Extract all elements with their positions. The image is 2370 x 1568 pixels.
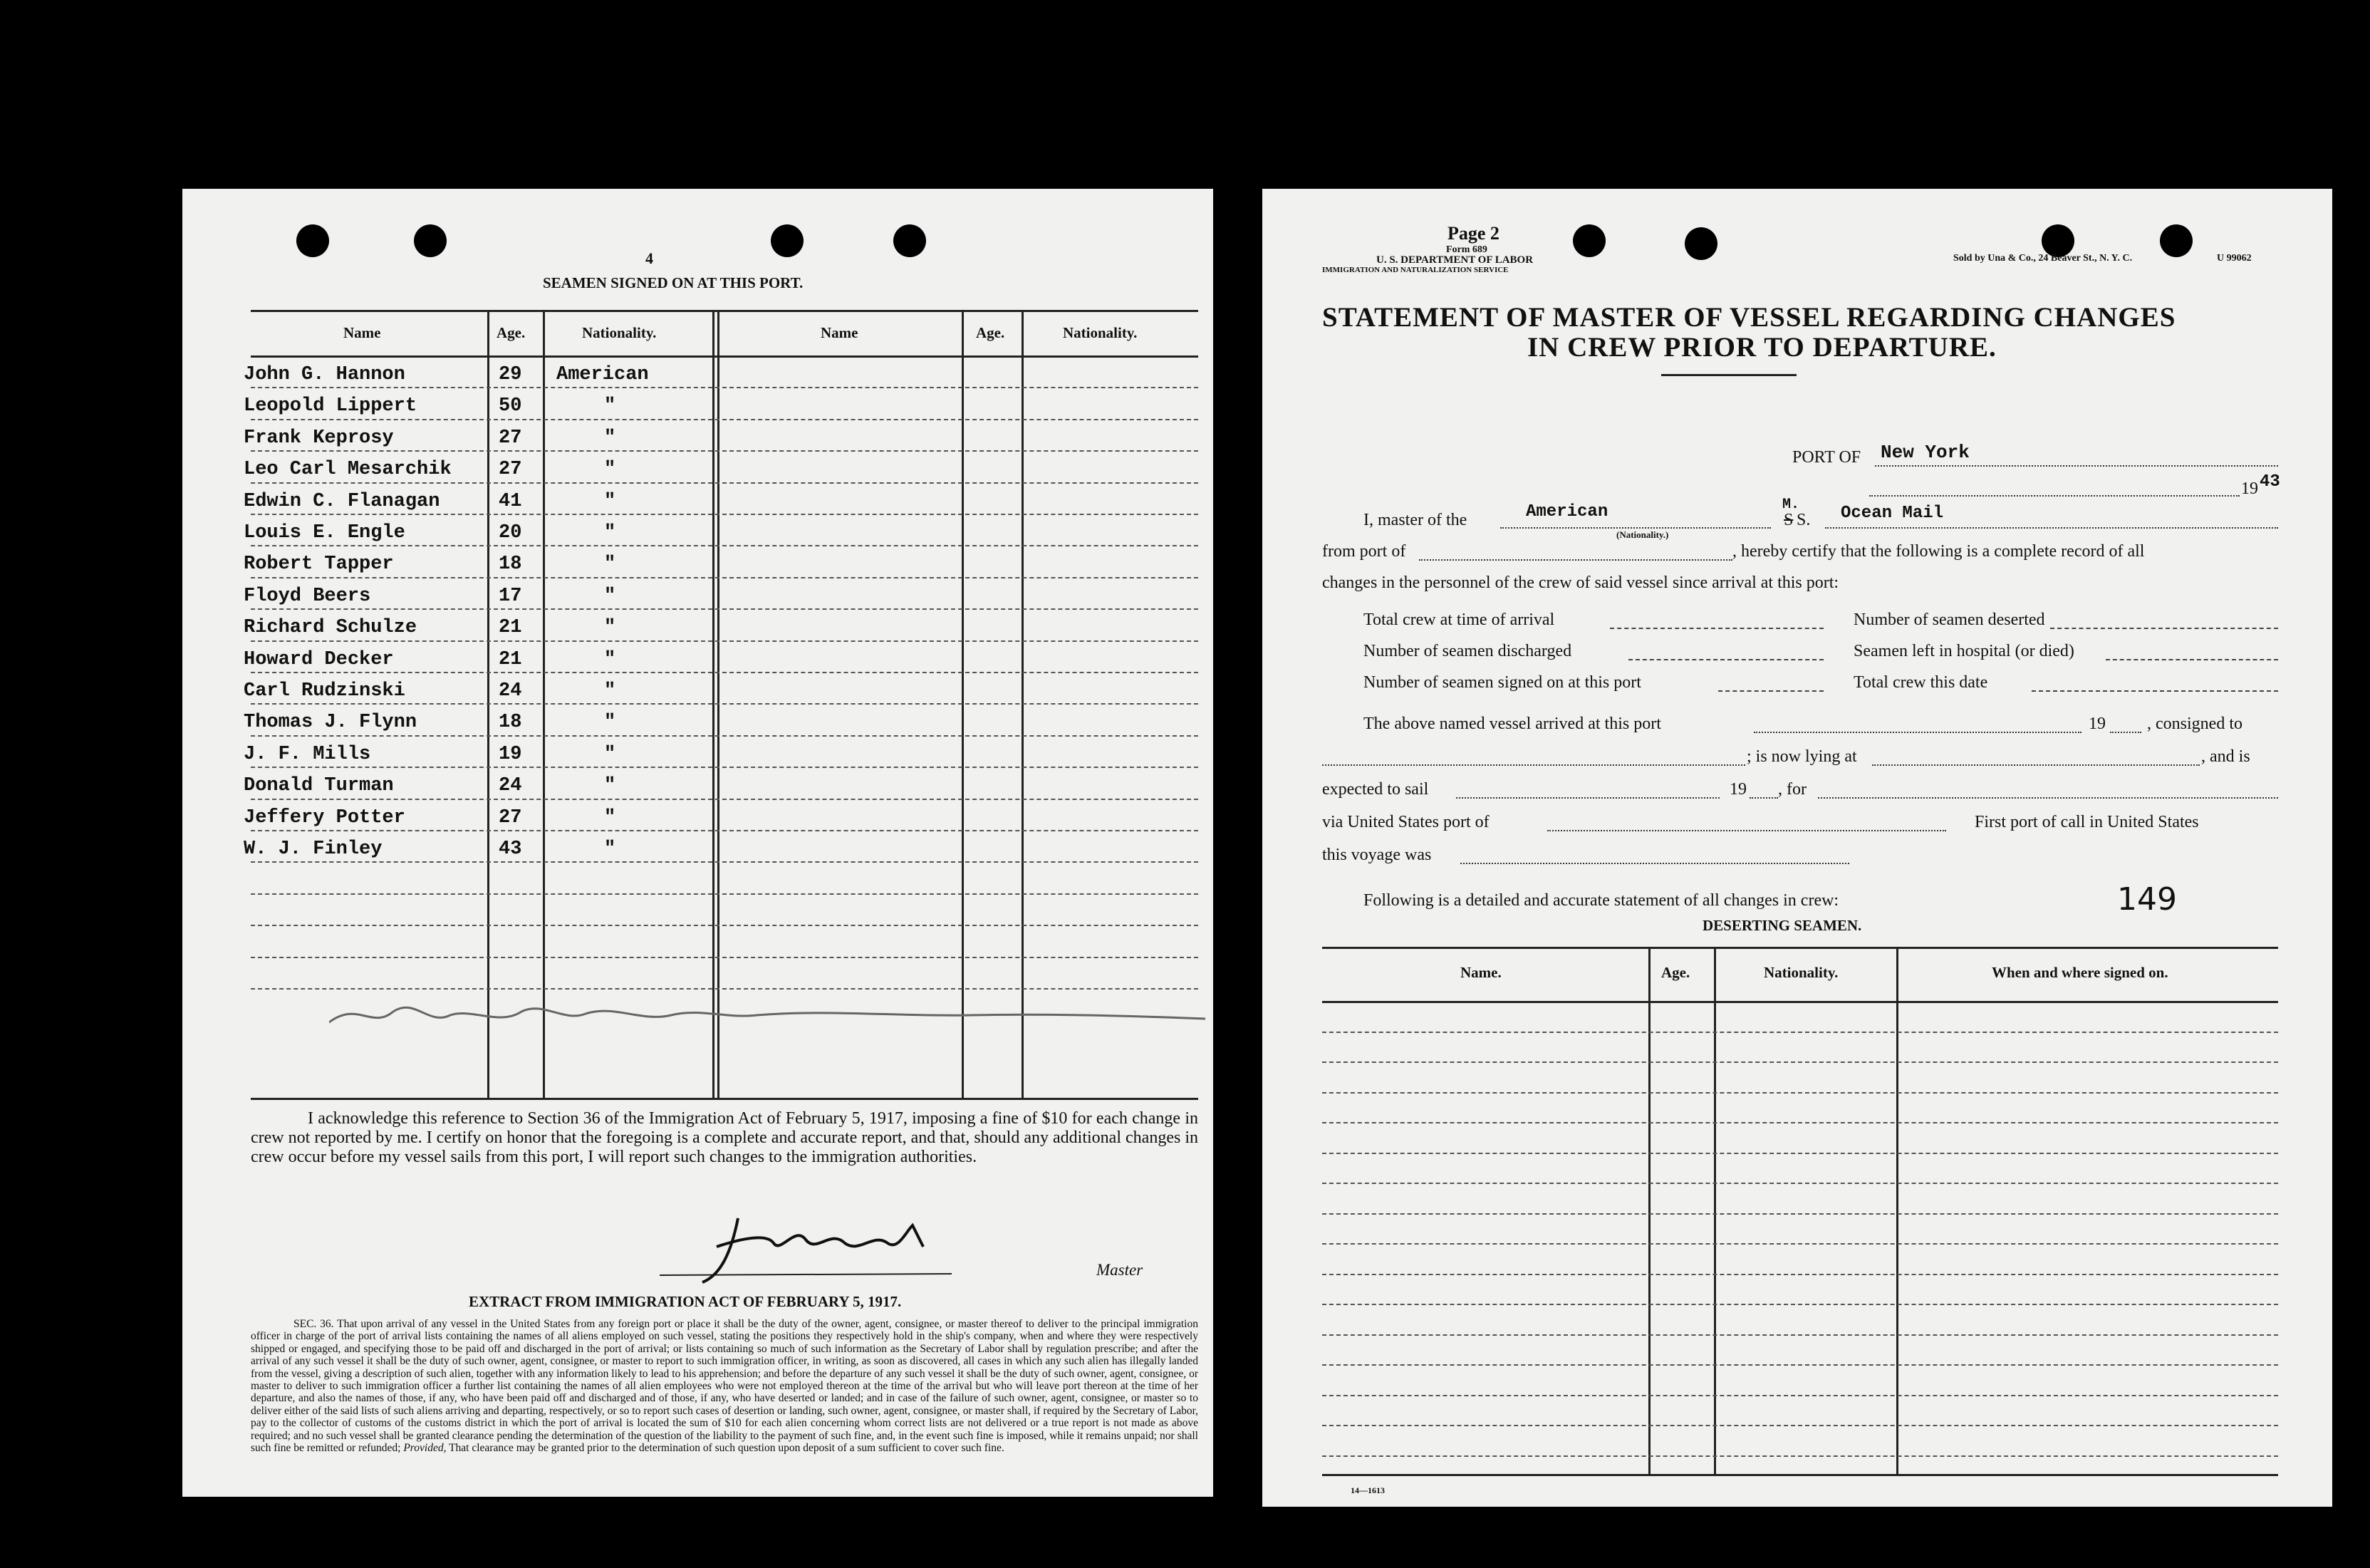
port-line xyxy=(1875,465,2278,467)
punch-hole xyxy=(893,224,926,257)
crew-name: Jeffery Potter xyxy=(244,806,405,829)
total-crew-date-label: Total crew this date xyxy=(1854,673,1988,692)
arrived-year: 19 xyxy=(2089,715,2106,733)
punch-hole xyxy=(771,224,804,257)
crew-nationality: " xyxy=(604,459,616,481)
crew-age: 50 xyxy=(499,395,522,417)
arrived-text: The above named vessel arrived at this port xyxy=(1363,715,1661,733)
table-row xyxy=(182,581,1198,610)
table-row xyxy=(182,834,1198,863)
provided-word: Provided, xyxy=(403,1442,447,1455)
desert-col-name: Name. xyxy=(1460,964,1502,981)
row-rule xyxy=(251,419,1198,420)
row-rule xyxy=(251,735,1198,737)
for-line xyxy=(1818,797,2278,799)
acknowledgement-text: I acknowledge this reference to Section 36 of the Immigration Act of February 5, 1917, imposing a fine of $10 for each change in crew not reported by me. I certify on honor that the foregoing is a complete and accurate report, and that, should any additional changes in crew occur before my vessel sails from this port, I will report such changes to the immigration authorities. xyxy=(251,1109,1198,1166)
law-body: That upon arrival of any vessel in the United States from any foreign port or place it shall be the duty of the owner, agent, consignee, or master thereof to deliver to the principal immigration officer in charge of the port of arrival lists containing the names of all aliens employed on such vessel, stating the positions they respectively hold in the ship's company, when and where they were respectively shipped or engaged, and specifying those to be paid off and discharged in the port of arrival; or lists containing so much of such information as the Secretary of Labor shall by regulation prescribe; and after the arrival of any such vessel it shall be the duty of such owner, agent, consignee, or master to report to such immigration officer, in writing, as soon as discovered, all cases in which any such alien has illegally landed from the vessel, giving a description of such alien, together with any information likely to lead to his apprehension; and before the departure of any such vessel it shall be the duty of such owner, agent, consignee, or master to deliver to such immigration officer a further list containing the names of all alien employees who were not employed thereon at the time of the arrival but who will leave port thereon at the time of her departure, and also the names of those, if any, who have been paid off and discharged and of those, if any, who have deserted or landed; and in case of the failure of such owner, agent, consignee, or master so to deliver either of the said lists of such aliens arriving and departing, respectively, or so to report such cases of desertion or landing, such owner, agent, consignee, or master shall, if required by the Secretary of Labor, pay to the collector of customs of the customs district in which the port of arrival is located the sum of $10 for each alien concerning whom correct lists are not delivered or a true report is not made as above required; and no such vessel shall be granted clearance pending the determination of the question of the liability to the payment of such fine, and, in the event such fine is imposed, while it remains unpaid; nor shall such fine be remitted or refunded; xyxy=(251,1318,1198,1455)
table-row xyxy=(182,613,1198,641)
crew-age: 24 xyxy=(499,775,522,797)
this-voyage: this voyage was xyxy=(1322,846,1432,864)
table-row xyxy=(182,645,1198,673)
table-row xyxy=(182,423,1198,452)
strike-scribble xyxy=(329,994,1205,1037)
crew-nationality: " xyxy=(604,806,616,829)
row-rule xyxy=(1322,1061,2278,1063)
crew-nationality: " xyxy=(604,427,616,449)
master-of-label: I, master of the xyxy=(1363,511,1467,529)
crew-age: 27 xyxy=(499,459,522,481)
row-rule xyxy=(251,830,1198,831)
row-rule xyxy=(251,482,1198,484)
table-row xyxy=(182,771,1198,799)
left-in-hospital-line xyxy=(2106,659,2278,660)
seamen-discharged-line xyxy=(1628,659,1824,660)
crew-name: W. J. Finley xyxy=(244,838,383,860)
crew-nationality: " xyxy=(604,490,616,512)
crew-nationality: " xyxy=(604,743,616,765)
table-row xyxy=(182,549,1198,578)
consigned-to: , consigned to xyxy=(2147,715,2242,733)
row-rule xyxy=(1322,1032,2278,1033)
row-rule xyxy=(1322,1455,2278,1457)
crew-nationality: " xyxy=(604,522,616,544)
crew-age: 20 xyxy=(499,522,522,544)
total-crew-date-line xyxy=(2032,690,2278,692)
row-rule xyxy=(251,577,1198,578)
crew-age: 43 xyxy=(499,838,522,860)
row-rule xyxy=(1322,1334,2278,1336)
via-label: via United States port of xyxy=(1322,813,1490,831)
arrived-year-line xyxy=(2110,732,2141,733)
crew-nationality: " xyxy=(604,712,616,734)
crew-name: Carl Rudzinski xyxy=(244,680,405,702)
table-row xyxy=(182,487,1198,515)
crew-age: 41 xyxy=(499,490,522,512)
deserting-table xyxy=(1322,947,2278,1478)
row-rule xyxy=(1322,1364,2278,1366)
seamen-discharged-label: Number of seamen discharged xyxy=(1363,642,1572,660)
sec-label: SEC. 36. xyxy=(293,1318,334,1330)
signed-on-label: Number of seamen signed on at this port xyxy=(1363,673,1641,692)
col-header-nationality-2: Nationality. xyxy=(1063,324,1138,341)
crew-nationality: " xyxy=(604,648,616,670)
row-rule xyxy=(251,957,1198,958)
seamen-deserted-line xyxy=(2050,628,2278,629)
row-rule xyxy=(251,988,1198,990)
desert-col-age: Age. xyxy=(1661,964,1690,981)
table-row xyxy=(182,739,1198,768)
row-rule xyxy=(1322,1122,2278,1123)
row-rule xyxy=(251,799,1198,800)
col-header-age: Age. xyxy=(497,324,526,341)
voyage-line xyxy=(1460,863,1849,864)
punch-hole xyxy=(296,224,329,257)
total-crew-arrival-line xyxy=(1610,628,1824,629)
col-header-nationality: Nationality. xyxy=(582,324,657,341)
sold-by: Sold by Una & Co., 24 Beaver St., N. Y. C. xyxy=(1953,253,2133,264)
row-rule xyxy=(1322,1092,2278,1094)
title-underline xyxy=(1661,374,1797,376)
crew-age: 21 xyxy=(499,648,522,670)
row-rule xyxy=(251,672,1198,673)
crew-age: 19 xyxy=(499,743,522,765)
row-rule xyxy=(251,514,1198,515)
row-rule xyxy=(1322,1395,2278,1396)
left-in-hospital-label: Seamen left in hospital (or died) xyxy=(1854,642,2074,660)
vessel-line xyxy=(1825,527,2278,529)
total-crew-arrival-label: Total crew at time of arrival xyxy=(1363,611,1555,629)
row-rule xyxy=(1322,1243,2278,1245)
col-header-name: Name xyxy=(343,324,381,341)
statement-title-2: IN CREW PRIOR TO DEPARTURE. xyxy=(1527,332,1997,363)
right-page xyxy=(1262,189,2332,1507)
seamen-deserted-label: Number of seamen deserted xyxy=(1854,611,2045,629)
row-rule xyxy=(1322,1183,2278,1184)
row-rule xyxy=(251,893,1198,895)
page-number: 4 xyxy=(645,249,653,267)
service: IMMIGRATION AND NATURALIZATION SERVICE xyxy=(1322,266,1509,274)
row-rule xyxy=(251,387,1198,388)
row-rule xyxy=(1322,1213,2278,1215)
punch-hole xyxy=(1573,224,1606,257)
table-row xyxy=(182,707,1198,736)
year-prefix: 19 xyxy=(2241,479,2258,498)
crew-age: 18 xyxy=(499,712,522,734)
table-row xyxy=(182,455,1198,483)
crew-name: Howard Decker xyxy=(244,648,394,670)
punch-hole xyxy=(1685,227,1717,260)
crew-nationality: " xyxy=(604,395,616,417)
desert-rows xyxy=(1322,947,2278,1474)
table-row xyxy=(182,360,1198,388)
crew-name: Donald Turman xyxy=(244,775,394,797)
crew-name: J. F. Mills xyxy=(244,743,371,765)
seamen-signed-title: SEAMEN SIGNED ON AT THIS PORT. xyxy=(543,274,804,291)
changes-text: changes in the personnel of the crew of said vessel since arrival at this port: xyxy=(1322,573,1839,592)
crew-name: Leopold Lippert xyxy=(244,395,417,417)
year-value: 43 xyxy=(2260,472,2280,492)
for-label: , for xyxy=(1778,780,1807,799)
sail-year: 19 xyxy=(1730,780,1747,799)
desert-col-signed-on: When and where signed on. xyxy=(1992,964,2168,981)
arrived-line xyxy=(1754,732,2081,733)
crew-table xyxy=(244,310,1198,1102)
page-label: Page 2 xyxy=(1448,223,1500,244)
vessel-type-struck: S xyxy=(1784,511,1794,529)
row-rule xyxy=(1322,1153,2278,1154)
crew-name: John G. Hannon xyxy=(244,364,405,385)
form-code: U 99062 xyxy=(2217,253,2252,264)
crew-name: Louis E. Engle xyxy=(244,522,405,544)
crew-nationality: " xyxy=(604,585,616,607)
row-rule xyxy=(251,861,1198,863)
crew-nationality: " xyxy=(604,775,616,797)
handwritten-number: 149 xyxy=(2117,881,2177,918)
crew-name: Thomas J. Flynn xyxy=(244,712,417,734)
consignee-line xyxy=(1322,764,1745,766)
nationality-value: American xyxy=(1526,502,1608,521)
crew-age: 27 xyxy=(499,806,522,829)
crew-age: 24 xyxy=(499,680,522,702)
row-rule xyxy=(251,925,1198,926)
desert-col-nationality: Nationality. xyxy=(1764,964,1839,981)
port-label: PORT OF xyxy=(1792,448,1861,467)
and-is: , and is xyxy=(2201,747,2250,766)
law-text xyxy=(251,1318,1198,1454)
crew-rows xyxy=(182,310,1198,1098)
row-rule xyxy=(251,767,1198,768)
table-row xyxy=(182,676,1198,705)
lying-line xyxy=(1872,764,2200,766)
following-text: Following is a detailed and accurate statement of all changes in crew: xyxy=(1363,891,1839,910)
sail-year-line xyxy=(1750,797,1778,799)
crew-nationality: " xyxy=(604,838,616,860)
row-rule xyxy=(251,608,1198,610)
nationality-line xyxy=(1500,527,1771,529)
punch-hole xyxy=(2160,224,2193,257)
crew-name: Leo Carl Mesarchik xyxy=(244,459,452,481)
row-rule xyxy=(251,640,1198,642)
now-lying: ; is now lying at xyxy=(1747,747,1857,766)
master-signature xyxy=(653,1211,952,1289)
statement-title-1: STATEMENT OF MASTER OF VESSEL REGARDING CHANGES xyxy=(1322,302,2176,333)
crew-name: Richard Schulze xyxy=(244,617,417,639)
from-port-label: from port of xyxy=(1322,542,1406,561)
vessel-type-prefix: M. xyxy=(1782,497,1800,513)
port-value: New York xyxy=(1881,442,1970,463)
deserting-title: DESERTING SEAMEN. xyxy=(1703,917,1862,934)
vessel-type-suffix: S. xyxy=(1797,511,1811,529)
extract-title: EXTRACT FROM IMMIGRATION ACT OF FEBRUARY 5, 1917. xyxy=(469,1293,902,1310)
table-row xyxy=(182,391,1198,420)
table-row xyxy=(182,803,1198,831)
date-line xyxy=(1869,495,2240,497)
crew-nationality: " xyxy=(604,554,616,576)
crew-name: Robert Tapper xyxy=(244,554,394,576)
signed-on-line xyxy=(1718,690,1824,692)
law-end: That clearance may be granted prior to the determination of such question upon deposit of a sum sufficient to cover such fine. xyxy=(449,1442,1004,1455)
master-label: Master xyxy=(1096,1261,1143,1279)
crew-age: 29 xyxy=(499,364,522,385)
row-rule xyxy=(251,545,1198,546)
crew-nationality: " xyxy=(604,617,616,639)
row-rule xyxy=(251,703,1198,705)
row-rule xyxy=(251,450,1198,452)
row-rule xyxy=(1322,1274,2278,1275)
nationality-caption: (Nationality.) xyxy=(1616,529,1669,540)
table-row xyxy=(182,518,1198,546)
expected-sail: expected to sail xyxy=(1322,780,1429,799)
department: U. S. DEPARTMENT OF LABOR xyxy=(1376,254,1534,266)
from-port-line xyxy=(1419,559,1732,561)
footer-code: 14—1613 xyxy=(1351,1485,1385,1495)
certify-text: , hereby certify that the following is a complete record of all xyxy=(1732,542,2145,561)
form-number: Form 689 xyxy=(1446,244,1487,255)
sail-date-line xyxy=(1456,797,1720,799)
first-port-label: First port of call in United States xyxy=(1975,813,2199,831)
col-header-name-2: Name xyxy=(821,324,858,341)
crew-age: 18 xyxy=(499,554,522,576)
crew-name: Frank Keprosy xyxy=(244,427,394,449)
via-line xyxy=(1547,830,1946,831)
crew-nationality: American xyxy=(556,364,649,385)
left-page xyxy=(182,189,1213,1497)
row-rule xyxy=(1322,1425,2278,1426)
crew-age: 27 xyxy=(499,427,522,449)
crew-age: 17 xyxy=(499,585,522,607)
crew-age: 21 xyxy=(499,617,522,639)
row-rule xyxy=(1322,1304,2278,1305)
col-header-age-2: Age. xyxy=(976,324,1005,341)
crew-name: Floyd Beers xyxy=(244,585,371,607)
crew-nationality: " xyxy=(604,680,616,702)
vessel-name: Ocean Mail xyxy=(1841,504,1944,523)
crew-name: Edwin C. Flanagan xyxy=(244,490,440,512)
punch-hole xyxy=(414,224,447,257)
